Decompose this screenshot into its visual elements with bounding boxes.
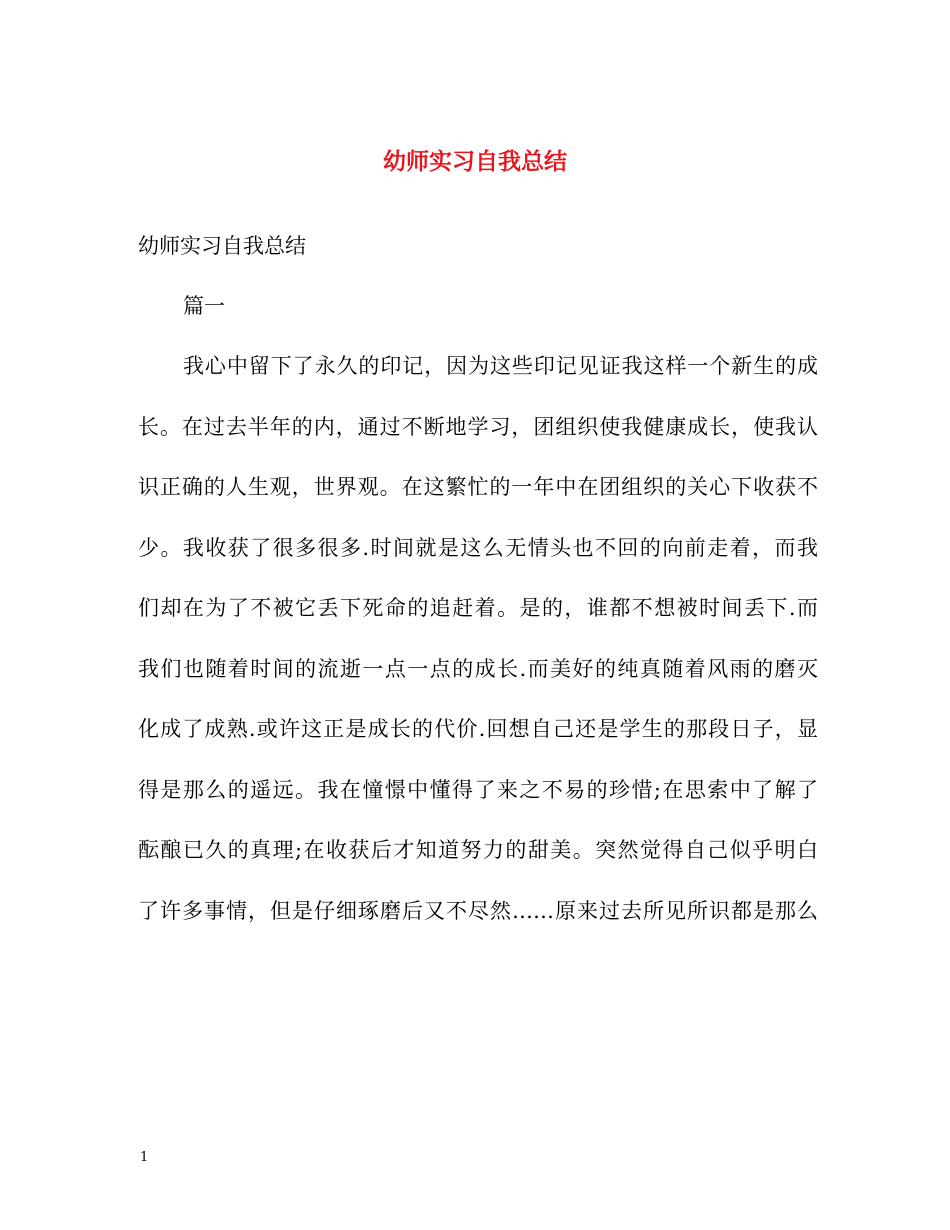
body-line: 少。我收获了很多很多.时间就是这么无情头也不回的向前走着，而我 <box>138 535 818 560</box>
body-line: 们却在为了不被它丢下死命的追赶着。是的，谁都不想被时间丢下.而 <box>138 596 818 620</box>
body-line: 了许多事情，但是仔细琢磨后又不尽然……原来过去所见所识都是那么 <box>138 898 818 923</box>
body-line: 酝酿已久的真理;在收获后才知道努力的甜美。突然觉得自己似乎明白 <box>138 838 818 862</box>
section-label: 篇一 <box>183 294 225 318</box>
document-title: 幼师实习自我总结 <box>383 148 567 175</box>
body-line: 我们也随着时间的流逝一点一点的成长.而美好的纯真随着风雨的磨灭 <box>138 656 818 681</box>
body-paragraph <box>138 348 818 953</box>
page-number: 1 <box>140 1150 149 1165</box>
body-line: 识正确的人生观，世界观。在这繁忙的一年中在团组织的关心下收获不 <box>138 475 818 499</box>
body-line: 长。在过去半年的内，通过不断地学习，团组织使我健康成长，使我认 <box>138 414 818 439</box>
body-line: 化成了成熟.或许这正是成长的代价.回想自己还是学生的那段日子，显 <box>138 717 818 741</box>
body-line: 得是那么的遥远。我在憧憬中懂得了来之不易的珍惜;在思索中了解了 <box>138 777 818 802</box>
body-line: 我心中留下了永久的印记，因为这些印记见证我这样一个新生的成 <box>183 354 818 378</box>
document-subtitle: 幼师实习自我总结 <box>138 234 306 258</box>
